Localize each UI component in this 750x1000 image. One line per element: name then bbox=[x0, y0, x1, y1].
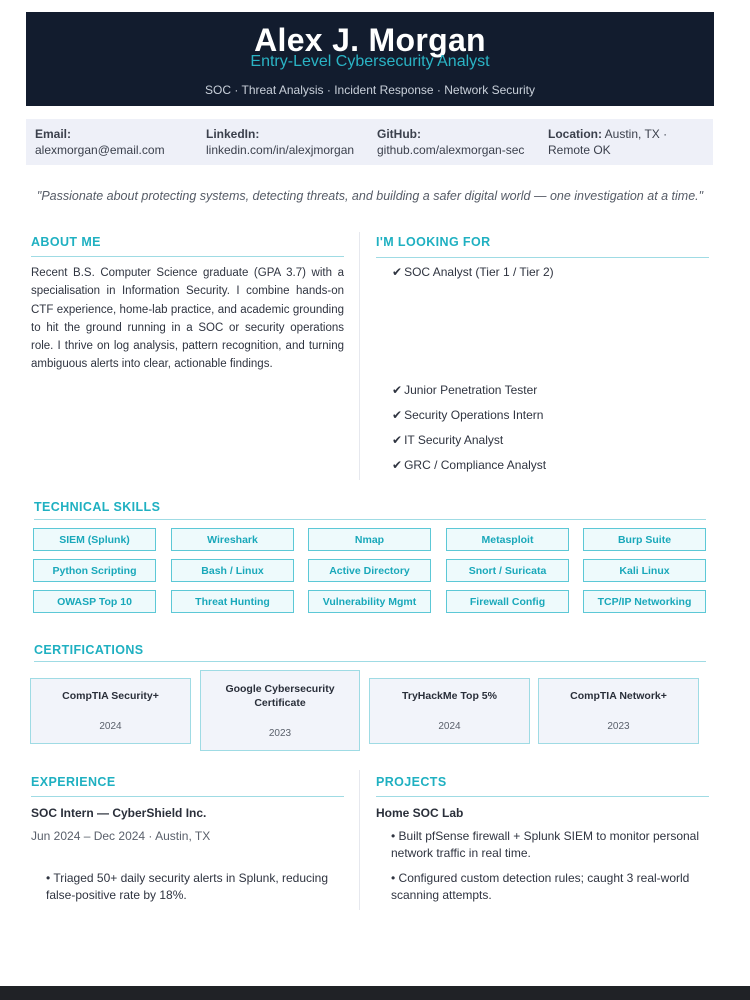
section-divider bbox=[34, 661, 706, 662]
skill-tag: Bash / Linux bbox=[171, 559, 294, 582]
cert-year: 2023 bbox=[268, 728, 292, 739]
column-divider bbox=[359, 770, 360, 910]
skill-tag: Wireshark bbox=[171, 528, 294, 551]
check-icon: ✔ bbox=[392, 408, 403, 422]
about-title: ABOUT ME bbox=[31, 235, 101, 249]
cert-card bbox=[200, 670, 360, 751]
section-divider bbox=[376, 796, 709, 797]
section-divider bbox=[31, 256, 344, 257]
contact-value[interactable]: alexmorgan@email.com bbox=[35, 143, 165, 157]
contact-location bbox=[548, 126, 708, 165]
contact-label: Email: bbox=[35, 127, 72, 141]
looking-item-label: IT Security Analyst bbox=[404, 433, 504, 447]
looking-item-label: GRC / Compliance Analyst bbox=[404, 458, 547, 472]
cert-name: TryHackMe Top 5% bbox=[402, 690, 497, 702]
resume-header bbox=[26, 12, 714, 106]
skill-tag: Snort / Suricata bbox=[446, 559, 569, 582]
contact-label: LinkedIn: bbox=[206, 127, 260, 141]
section-divider bbox=[31, 796, 344, 797]
experience-title: EXPERIENCE bbox=[31, 775, 116, 789]
personal-quote: "Passionate about protecting systems, detecting threats, and building a safer digital world — one investigation at a time." bbox=[36, 189, 704, 203]
check-icon: ✔ bbox=[392, 383, 403, 397]
project-bullet: • Built pfSense firewall + Splunk SIEM to monitor personal network traffic in real time. bbox=[391, 829, 700, 860]
skill-tag: SIEM (Splunk) bbox=[33, 528, 156, 551]
specialty-tags: SOC · Threat Analysis · Incident Response · Network Security bbox=[205, 83, 535, 97]
skill-tag: Python Scripting bbox=[33, 559, 156, 582]
check-icon: ✔ bbox=[392, 265, 403, 279]
contact-label: Location: bbox=[548, 127, 602, 141]
experience-role: SOC Intern — CyberShield Inc. bbox=[31, 806, 207, 820]
contact-linkedin bbox=[206, 126, 377, 165]
contact-value: Austin, TX · Remote OK bbox=[548, 127, 668, 157]
looking-item bbox=[392, 265, 554, 279]
looking-item bbox=[392, 458, 546, 472]
project-bullet: • Configured custom detection rules; caught 3 real-world scanning attempts. bbox=[391, 871, 690, 902]
skill-tag: Active Directory bbox=[308, 559, 431, 582]
looking-item-label: SOC Analyst (Tier 1 / Tier 2) bbox=[404, 265, 554, 279]
looking-item bbox=[392, 383, 537, 397]
experience-bullet: • Triaged 50+ daily security alerts in Splunk, reducing false-positive rate by 18%. bbox=[46, 871, 329, 902]
column-divider bbox=[359, 232, 360, 480]
skill-tag: Vulnerability Mgmt bbox=[308, 590, 431, 613]
cert-card bbox=[538, 678, 699, 744]
certifications-title: CERTIFICATIONS bbox=[34, 643, 144, 657]
looking-title: I'M LOOKING FOR bbox=[376, 235, 491, 249]
projects-title: PROJECTS bbox=[376, 775, 447, 789]
contact-email bbox=[35, 126, 206, 165]
skill-tag: Firewall Config bbox=[446, 590, 569, 613]
about-text: Recent B.S. Computer Science graduate (GPA 3.7) with a specialisation in Information Security. I combine hands-on CTF experience, home-lab practice, and academic grounding to hit the ground running in a SOC or security operations role. I thrive on log analysis, pattern recognition, and turning ambiguous alerts into clear, actionable findings. bbox=[31, 267, 344, 371]
skill-tag: OWASP Top 10 bbox=[33, 590, 156, 613]
contact-value[interactable]: linkedin.com/in/alexjmorgan bbox=[206, 143, 355, 157]
skill-tag: Burp Suite bbox=[583, 528, 706, 551]
check-icon: ✔ bbox=[392, 433, 403, 447]
project-name: Home SOC Lab bbox=[376, 806, 464, 820]
looking-item bbox=[392, 433, 503, 447]
contact-value[interactable]: github.com/alexmorgan-sec bbox=[377, 143, 525, 157]
candidate-name: Alex J. Morgan bbox=[254, 22, 486, 58]
looking-item bbox=[392, 408, 543, 422]
cert-name: CompTIA Security+ bbox=[62, 690, 159, 702]
contact-label: GitHub: bbox=[377, 127, 421, 141]
check-icon: ✔ bbox=[392, 458, 403, 472]
skill-tag: Threat Hunting bbox=[171, 590, 294, 613]
skills-title: TECHNICAL SKILLS bbox=[34, 500, 161, 514]
bottom-bar bbox=[0, 986, 750, 1000]
candidate-role: Entry-Level Cybersecurity Analyst bbox=[250, 53, 490, 70]
skill-tag: Nmap bbox=[308, 528, 431, 551]
skill-tag: Metasploit bbox=[446, 528, 569, 551]
contact-bar bbox=[26, 119, 713, 165]
cert-name: CompTIA Network+ bbox=[570, 690, 667, 702]
section-divider bbox=[376, 257, 709, 258]
looking-item-label: Security Operations Intern bbox=[404, 408, 544, 422]
cert-year: 2023 bbox=[607, 721, 630, 732]
cert-name: Google Cybersecurity Certificate bbox=[225, 683, 335, 709]
skill-tag: TCP/IP Networking bbox=[583, 590, 706, 613]
skill-tag: Kali Linux bbox=[583, 559, 706, 582]
cert-card bbox=[369, 678, 530, 744]
looking-item-label: Junior Penetration Tester bbox=[404, 383, 538, 397]
experience-meta: Jun 2024 – Dec 2024 · Austin, TX bbox=[31, 829, 211, 843]
contact-github bbox=[377, 126, 548, 165]
cert-year: 2024 bbox=[99, 721, 122, 732]
section-divider bbox=[34, 519, 706, 520]
cert-year: 2024 bbox=[438, 721, 461, 732]
cert-card bbox=[30, 678, 191, 744]
